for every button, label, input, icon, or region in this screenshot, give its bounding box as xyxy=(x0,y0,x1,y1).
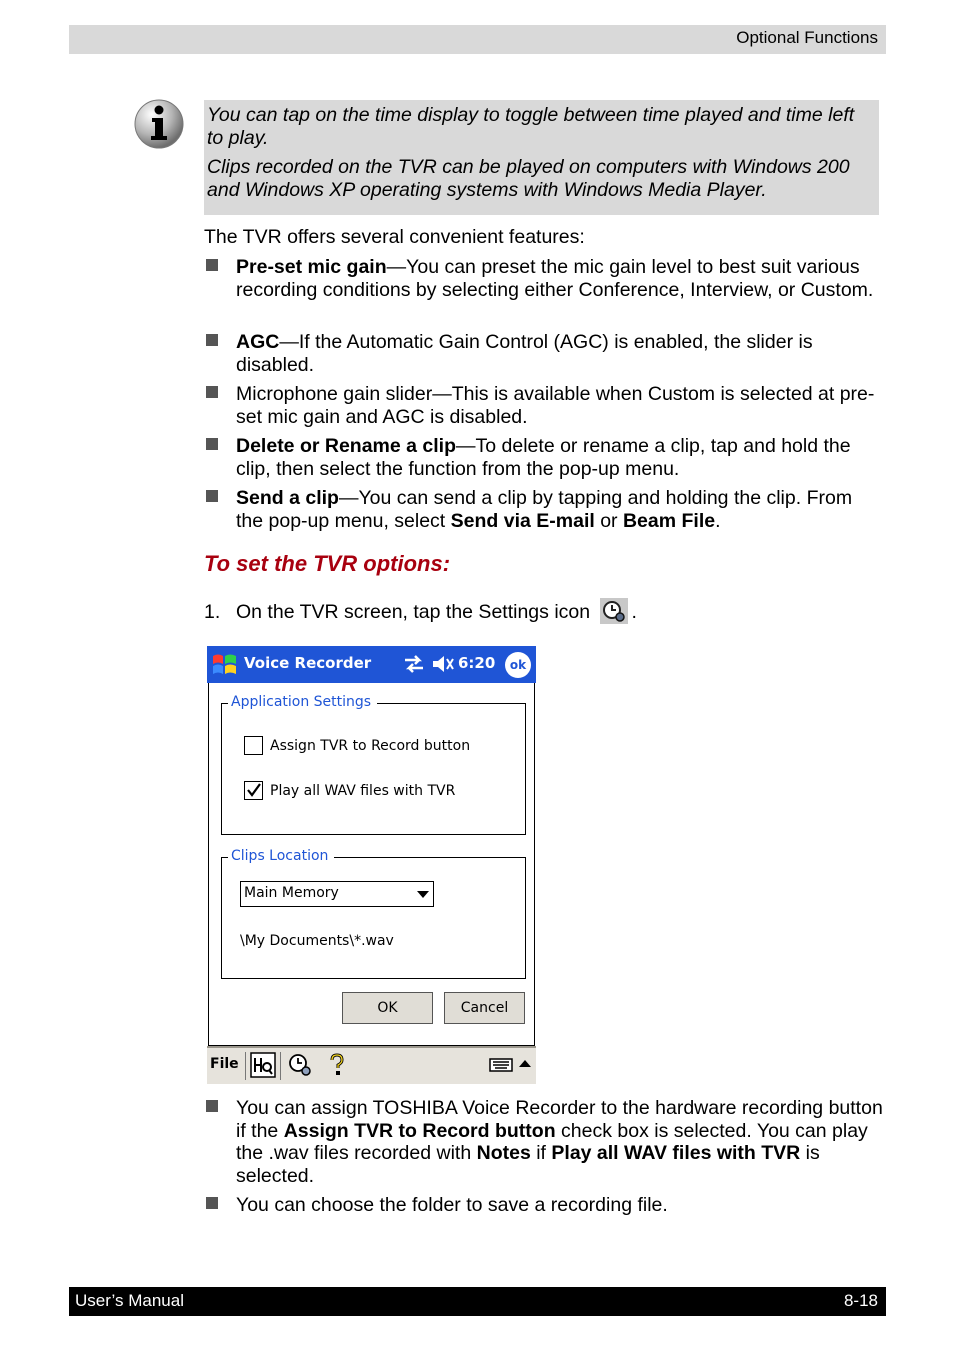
bullet-square xyxy=(206,334,218,346)
page-number: 8-18 xyxy=(843,1291,878,1310)
list-item: Pre-set mic gain—You can preset the mic gain level to best suit various recording conditions by selecting either Conference, Interview, or Custom. xyxy=(204,256,884,301)
chevron-down-icon xyxy=(417,891,429,898)
menu-separator xyxy=(280,1052,281,1080)
note-box xyxy=(204,100,879,215)
menu-separator xyxy=(245,1052,246,1080)
list-item: You can choose the folder to save a recording file. xyxy=(204,1194,884,1217)
list-item: You can assign TOSHIBA Voice Recorder to the hardware recording button if the Assign TVR to Record button check box is selected. You can play the .wav files recorded with Notes if Play all WAV files with TVR is selected. xyxy=(204,1097,884,1187)
file-menu[interactable]: File xyxy=(210,1056,239,1072)
bullet-square xyxy=(206,1100,218,1112)
keyboard-icon[interactable] xyxy=(487,1052,517,1078)
bullet-square xyxy=(206,1197,218,1209)
bullet-square xyxy=(206,259,218,271)
bullet-square xyxy=(206,438,218,450)
play-wav-label: Play all WAV files with TVR xyxy=(270,783,456,799)
menu-bar xyxy=(207,1046,536,1084)
list-item: Microphone gain slider—This is available when Custom is selected at pre-set mic gain and AGC is disabled. xyxy=(204,383,884,428)
app-title: Voice Recorder xyxy=(244,654,372,672)
settings-icon[interactable] xyxy=(287,1052,313,1078)
list-item: AGC—If the Automatic Gain Control (AGC) is enabled, the slider is disabled. xyxy=(204,331,884,376)
play-wav-checkbox[interactable] xyxy=(244,781,263,800)
note-paragraph: You can tap on the time display to toggle between time played and time left to play. xyxy=(207,104,855,149)
connectivity-icon[interactable] xyxy=(403,654,425,674)
intro-text: The TVR offers several convenient features: xyxy=(204,226,585,248)
clips-location-dropdown[interactable] xyxy=(240,881,434,907)
group-legend: Application Settings xyxy=(228,694,377,710)
bullet-square xyxy=(206,386,218,398)
clips-path: \My Documents\*.wav xyxy=(240,933,394,949)
assign-tvr-checkbox[interactable] xyxy=(244,736,263,755)
bullet-square xyxy=(206,490,218,502)
footer-manual-title: User’s Manual xyxy=(75,1291,184,1310)
footer-bar xyxy=(69,1287,886,1316)
list-item: Send a clip—You can send a clip by tapping and holding the clip. From the pop-up menu, select Send via E-mail or Beam File. xyxy=(204,487,884,532)
application-settings-group xyxy=(221,694,526,835)
settings-dialog xyxy=(208,683,535,1046)
dropdown-value: Main Memory xyxy=(244,885,339,901)
clips-location-group xyxy=(221,848,526,979)
group-legend: Clips Location xyxy=(228,848,334,864)
list-item: Delete or Rename a clip—To delete or rename a clip, tap and hold the clip, then select the function from the pop-up menu. xyxy=(204,435,884,480)
hq-quality-icon[interactable] xyxy=(250,1052,276,1078)
header-section-title: Optional Functions xyxy=(736,28,878,47)
clock[interactable]: 6:20 xyxy=(458,654,496,672)
ok-button[interactable]: OK xyxy=(342,992,433,1024)
voice-recorder-screenshot xyxy=(207,646,536,1082)
info-icon xyxy=(133,98,185,150)
header-bar xyxy=(69,25,886,54)
chevron-up-icon[interactable] xyxy=(516,1052,534,1078)
step-1: 1. On the TVR screen, tap the Settings icon . xyxy=(204,601,637,624)
title-bar xyxy=(207,646,536,683)
speaker-icon[interactable] xyxy=(431,654,455,674)
assign-tvr-label: Assign TVR to Record button xyxy=(270,738,471,754)
section-heading: To set the TVR options: xyxy=(204,551,451,576)
checkmark-icon xyxy=(245,782,262,799)
note-paragraph: Clips recorded on the TVR can be played on computers with Windows 200 and Windows XP operating systems with Windows Media Player. xyxy=(207,156,850,201)
ok-round-button[interactable]: ok xyxy=(505,652,531,678)
help-icon[interactable] xyxy=(324,1052,350,1078)
windows-flag-icon[interactable] xyxy=(210,651,240,678)
cancel-button[interactable]: Cancel xyxy=(444,992,525,1024)
settings-icon xyxy=(600,598,628,624)
